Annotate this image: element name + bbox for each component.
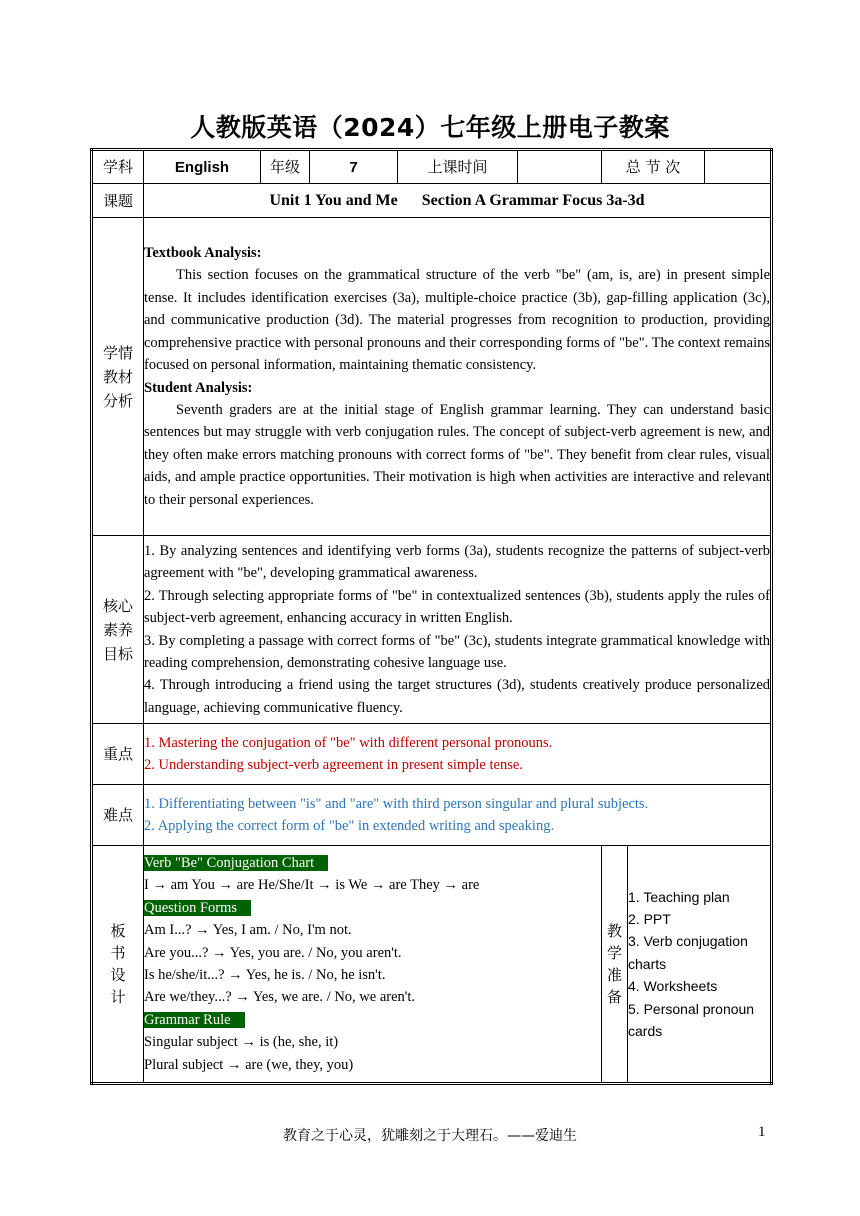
- objective-item: 4. Through introducing a friend using the target structures (3d), students creatively produce personalized language, achieving communicative fluency.: [144, 677, 771, 716]
- analysis-row: [92, 218, 772, 536]
- analysis-content: [144, 218, 772, 536]
- topic-label: 课题: [92, 184, 144, 218]
- board-design-content: [144, 846, 602, 1084]
- class-time-label: 上课时间: [398, 150, 518, 184]
- subject-value: English: [144, 150, 261, 184]
- difficulties-row: [92, 785, 772, 846]
- student-analysis-text: Seventh graders are at the initial stage of English grammar learning. They can understand basic sentences but may struggle with verb conjugation rules. The concept of subject-verb agreement is new, and they often make errors matching pronouns with correct forms of "be". They benefit from clear rules, visual aids, and ample practice opportunities. Their motivation is high when activities are interactive and relevant to their personal experiences.: [144, 401, 771, 508]
- question-forms-heading: Question Forms: [144, 900, 251, 916]
- objective-item: 3. By completing a passage with correct forms of "be" (3c), students integrate grammatical knowledge with reading comprehension, demonstrating cohesive language use.: [144, 632, 771, 671]
- question-form-line: Is he/she/it...? → Yes, he is. / No, he isn't.: [144, 967, 386, 983]
- analysis-label-line: 分析: [102, 391, 133, 410]
- topic-row: [92, 184, 772, 218]
- grammar-rule-line: Singular subject → is (he, she, it): [144, 1034, 339, 1051]
- objective-item: 2. Through selecting appropriate forms of "be" in contextualized sentences (3b), students apply the rules of subject-verb agreement, enhancing accuracy in written English.: [144, 587, 771, 627]
- objectives-label-line: 目标: [102, 644, 133, 663]
- key-point-item: 1. Mastering the conjugation of "be" with different personal pronouns.: [144, 734, 553, 751]
- prep-item: 1. Teaching plan: [628, 888, 730, 905]
- header-row: [92, 150, 772, 184]
- footer-quote: 教育之于心灵，犹雕刻之于大理石。——爱迪生: [283, 1128, 577, 1144]
- question-form-line: Are you...? → Yes, you are. / No, you aren't.: [144, 944, 402, 961]
- total-sessions-value: [705, 150, 772, 184]
- analysis-label-line: 学情: [102, 343, 133, 362]
- student-analysis-heading: Student Analysis:: [144, 379, 253, 396]
- difficulties-label: 难点: [92, 785, 144, 846]
- teaching-prep-content: [628, 846, 772, 1084]
- page-title: 人教版英语（2024）七年级上册电子教案: [190, 113, 670, 142]
- board-label-char: 计: [110, 988, 126, 1006]
- board-label-char: 设: [110, 966, 126, 984]
- board-design-label: [92, 846, 144, 1084]
- subject-label: 学科: [92, 150, 144, 184]
- objectives-row: [92, 536, 772, 724]
- textbook-analysis-heading: Textbook Analysis:: [144, 245, 262, 262]
- objectives-label-line: 素养: [102, 620, 133, 639]
- board-design-row: [92, 846, 772, 1084]
- objectives-label-line: 核心: [102, 596, 133, 615]
- key-point-item: 2. Understanding subject-verb agreement in present simple tense.: [144, 757, 523, 773]
- objectives-content: [144, 536, 772, 724]
- objectives-label: [92, 536, 144, 724]
- difficulty-item: 1. Differentiating between "is" and "are" with third person singular and plural subjects.: [144, 795, 649, 812]
- grade-value: 7: [310, 150, 398, 184]
- prep-label-char: 准: [606, 966, 622, 984]
- key-points-content: [144, 724, 772, 785]
- prep-item: 5. Personal pronoun cards: [628, 1000, 755, 1040]
- lesson-plan-table: [90, 148, 773, 1085]
- grammar-rule-line: Plural subject → are (we, they, you): [144, 1056, 354, 1073]
- page-number: 1: [758, 1124, 766, 1140]
- conjugation-chart-heading: Verb "Be" Conjugation Chart: [144, 855, 328, 871]
- grammar-rule-heading: Grammar Rule: [144, 1012, 245, 1028]
- total-sessions-label: 总 节 次: [602, 150, 705, 184]
- class-time-value: [518, 150, 602, 184]
- prep-item: 2. PPT: [628, 910, 671, 927]
- conjugation-line: I → am You → are He/She/It → is We → are They → are: [144, 877, 480, 894]
- question-form-line: Are we/they...? → Yes, we are. / No, we aren't.: [144, 989, 416, 1006]
- prep-item: 3. Verb conjugation charts: [628, 933, 748, 972]
- analysis-label-line: 教材: [102, 367, 133, 386]
- question-form-line: Am I...? → Yes, I am. / No, I'm not.: [144, 922, 352, 939]
- objective-item: 1. By analyzing sentences and identifying verb forms (3a), students recognize the patterns of subject-verb agreement with "be", developing grammatical awareness.: [144, 542, 771, 582]
- difficulty-item: 2. Applying the correct form of "be" in extended writing and speaking.: [144, 818, 555, 834]
- key-points-label: 重点: [92, 724, 144, 785]
- grade-label: 年级: [261, 150, 310, 184]
- teaching-prep-label: [602, 846, 628, 1084]
- prep-label-char: 学: [606, 944, 622, 962]
- prep-label-char: 教: [606, 922, 622, 940]
- board-label-char: 板: [110, 922, 126, 940]
- board-label-char: 书: [110, 944, 126, 962]
- prep-label-char: 备: [606, 988, 622, 1006]
- difficulties-content: [144, 785, 772, 846]
- analysis-label: [92, 218, 144, 536]
- textbook-analysis-text: This section focuses on the grammatical structure of the verb "be" (am, is, are) in present simple tense. It includes identification exercises (3a), multiple-choice practice (3b), gap-filling application (3c), and communicative production (3d). The material progresses from recognition to production, providing comprehensive practice with personal pronouns and their corresponding forms of "be". The context remains focused on personal information, maintaining thematic consistency.: [144, 267, 771, 374]
- key-points-row: [92, 724, 772, 785]
- prep-item: 4. Worksheets: [628, 978, 718, 995]
- topic-value: Unit 1 You and Me Section A Grammar Focus 3a-3d: [144, 184, 772, 218]
